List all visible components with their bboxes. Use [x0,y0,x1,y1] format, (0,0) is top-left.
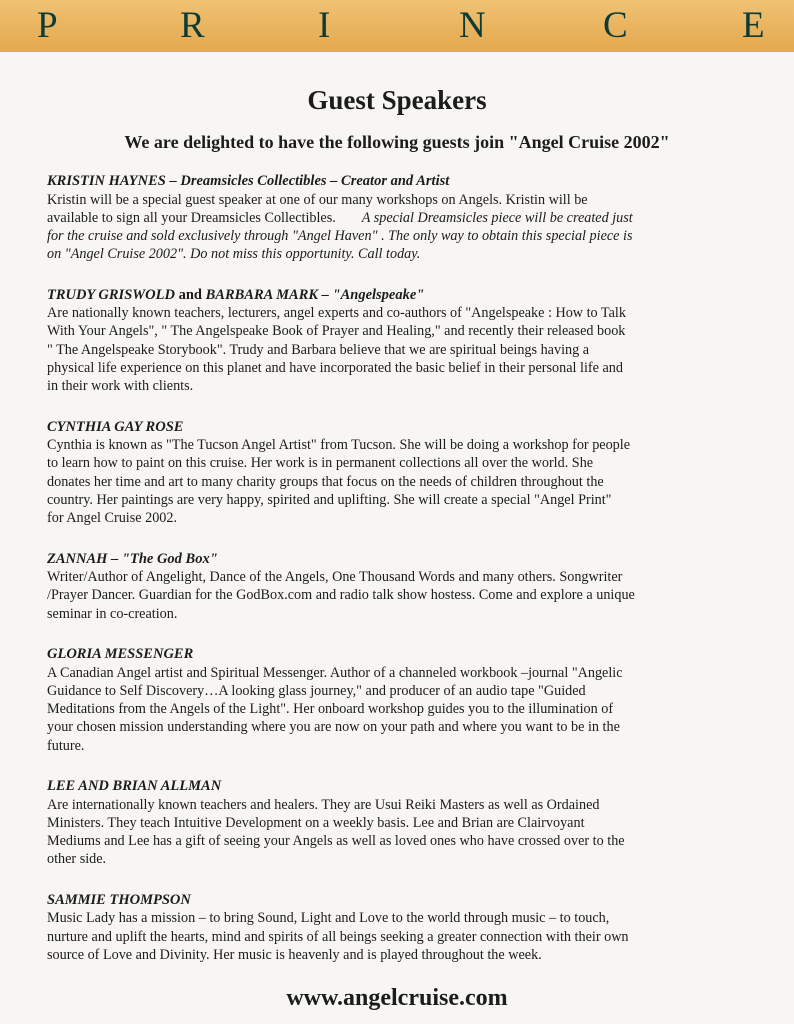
description-line: Writer/Author of Angelight, Dance of the Angels, One Thousand Words and many others. Songwriter [47,569,623,586]
page-title: Guest Speakers [307,85,487,115]
speaker-description [47,664,747,755]
speaker-heading: CYNTHIA GAY ROSE [47,418,184,435]
description-line: nurture and uplift the hearts, mind and spirits of all beings seeking a greater connection with their own [47,928,629,945]
speaker-description [47,436,747,527]
heading-conjunction: and [178,286,202,303]
speaker-heading: GLORIA MESSENGER [47,646,194,663]
description-line: source of Love and Divinity. Her music is heavenly and is played throughout the week. [47,946,542,963]
speaker-heading [47,286,747,305]
speaker-heading: KRISTIN HAYNES – Dreamsicles Collectibles – Creator and Artist [47,173,450,189]
banner-letter-c: C [603,5,628,46]
description-text: available to sign all your Dreamsicles Collectibles. [47,209,336,226]
description-line: for Angel Cruise 2002. [47,510,178,527]
speaker-zannah [47,550,747,623]
description-line: /Prayer Dancer. Guardian for the GodBox.com and radio talk show hostess. Come and explore a unique [47,587,635,604]
speaker-description [47,191,747,264]
speaker-description [47,568,747,623]
banner-letter-r: R [180,5,205,46]
speaker-description [47,304,747,395]
description-line: Music Lady has a mission – to bring Sound, Light and Love to the world through music – to touch, [47,910,610,927]
speaker-heading: SAMMIE THOMPSON [47,891,191,908]
banner-letter-e: E [742,5,765,46]
prince-banner [0,0,794,52]
speaker-gloria-messenger [47,645,747,755]
speaker-heading: LEE AND BRIAN ALLMAN [47,778,222,795]
speaker-kristin-haynes [47,172,747,264]
speaker-description [47,796,747,869]
description-line: " The Angelspeake Storybook". Trudy and Barbara believe that we are spiritual beings having a [47,341,590,358]
description-line: to learn how to paint on this cruise. Her work is in permanent collections all over the world. She [47,455,594,472]
speaker-sammie-thompson [47,891,747,964]
speaker-description [47,909,747,964]
banner-letter-i: I [318,5,331,46]
description-line: Meditations from the Angels of the Light". Her onboard workshop guides you to the illumination of [47,701,614,718]
description-line: Guidance to Self Discovery…A looking glass journey," and producer of an audio tape "Guided [47,682,586,699]
description-line: in their work with clients. [47,378,194,395]
description-italic-text: A special Dreamsicles piece will be created just [361,209,633,226]
description-line: A Canadian Angel artist and Spiritual Messenger. Author of a channeled workbook –journal "Angelic [47,664,623,681]
speaker-lee-brian-allman [47,777,747,869]
footer-website-url: www.angelcruise.com [286,985,508,1011]
description-line: With Your Angels", " The Angelspeake Book of Prayer and Healing," and recently their released book [47,323,626,340]
description-line: Ministers. They teach Intuitive Development on a weekly basis. Lee and Brian are Clairvoyant [47,814,585,831]
description-line: Mediums and Lee has a gift of seeing your Angels as well as loved ones who have crossed over to the [47,833,625,850]
description-line: Are internationally known teachers and healers. They are Usui Reiki Masters as well as Ordained [47,796,600,813]
description-line [47,209,747,227]
speaker-name: TRUDY GRISWOLD [47,286,175,303]
banner-letter-n: N [459,5,486,46]
speaker-name: BARBARA MARK – "Angelspeake" [205,286,425,303]
description-line: Are nationally known teachers, lecturers, angel experts and co-authors of "Angelspeake : How to Talk [47,305,626,322]
description-line: for the cruise and sold exclusively through "Angel Haven" . The only way to obtain this special piece is [47,228,633,245]
speaker-cynthia-gay-rose [47,418,747,528]
description-line: your chosen mission understanding where you are now on your path and where you want to be in the [47,719,620,736]
speaker-griswold-mark [47,286,747,396]
description-line: Kristin will be a special guest speaker at one of our many workshops on Angels. Kristin will be [47,191,588,208]
description-line: seminar in co-creation. [47,605,178,622]
description-line: donates her time and art to many charity groups that focus on the needs of children throughout the [47,473,604,490]
speaker-heading: ZANNAH – "The God Box" [47,550,218,567]
description-line: Cynthia is known as "The Tucson Angel Artist" from Tucson. She will be doing a workshop for people [47,437,631,454]
description-line: other side. [47,851,107,868]
description-line: physical life experience on this planet and have incorporated the basic belief in their personal life and [47,360,623,377]
description-line: on "Angel Cruise 2002". Do not miss this opportunity. Call today. [47,246,421,263]
banner-letter-p: P [37,5,58,46]
page-subtitle: We are delighted to have the following guests join "Angel Cruise 2002" [124,132,670,152]
speaker-list [47,172,747,986]
description-line: country. Her paintings are very happy, spirited and uplifting. She will create a special "Angel Print" [47,492,612,509]
description-line: future. [47,737,85,754]
